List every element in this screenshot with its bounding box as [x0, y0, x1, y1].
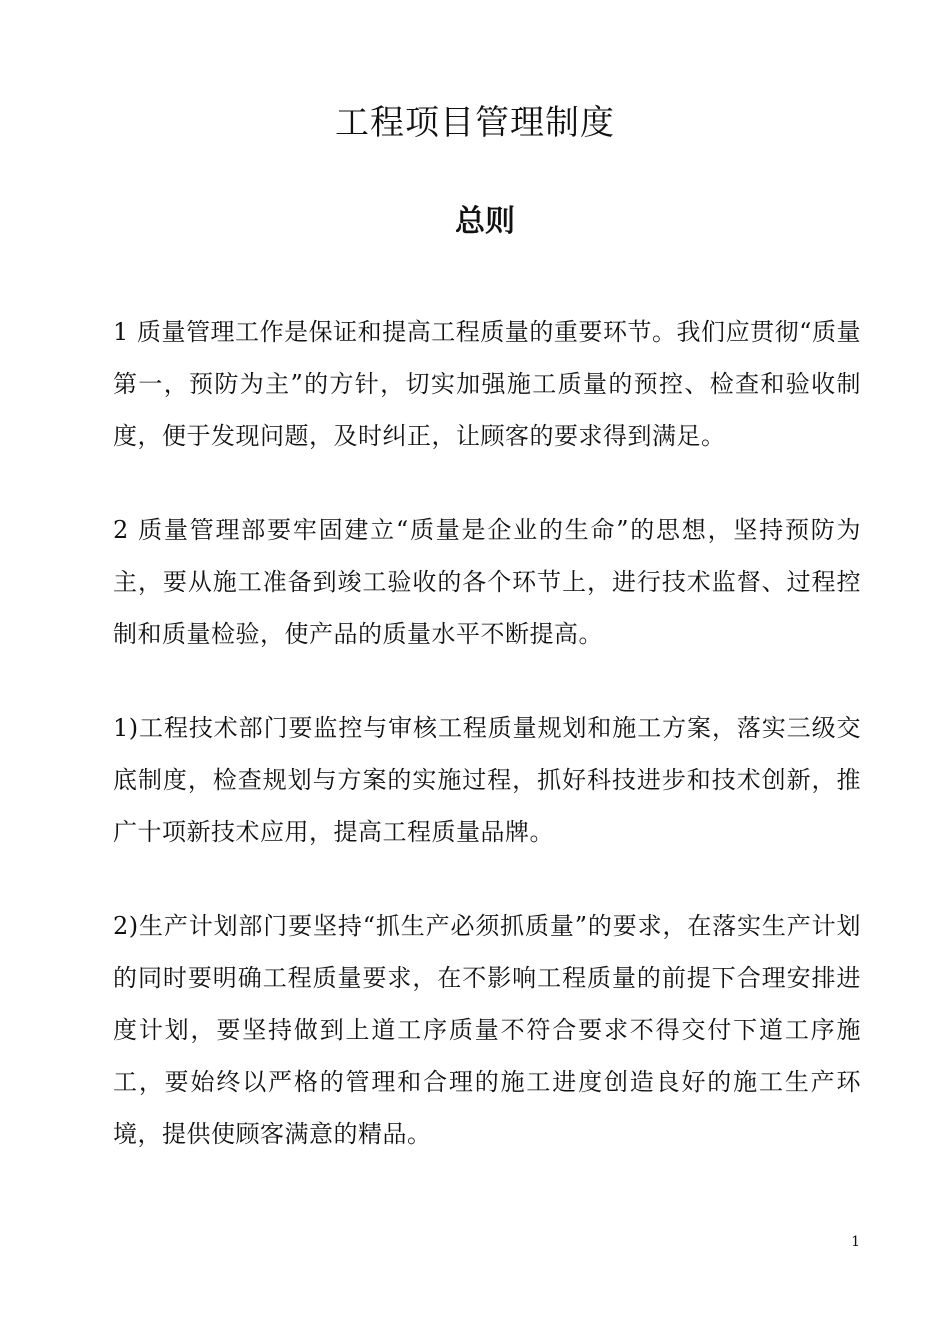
- paragraph-3: 1)工程技术部门要监控与审核工程质量规划和施工方案，落实三级交底制度，检查规划与方案的实施过程，抓好科技进步和技术创新，推广十项新技术应用，提高工程质量品牌。: [113, 714, 861, 846]
- section-heading: 总则: [455, 204, 515, 239]
- page-number: 1: [851, 1234, 860, 1250]
- paragraph-2: 2 质量管理部要牢固建立“质量是企业的生命”的思想，坚持预防为主，要从施工准备到竣工验收的各个环节上，进行技术监督、过程控制和质量检验，使产品的质量水平不断提高。: [113, 516, 861, 648]
- paragraph-1: 1 质量管理工作是保证和提高工程质量的重要环节。我们应贯彻“质量第一，预防为主”的方针，切实加强施工质量的预控、检查和验收制度，便于发现问题，及时纠正，让顾客的要求得到满足。: [113, 318, 861, 450]
- paragraph-4: 2)生产计划部门要坚持“抓生产必须抓质量”的要求，在落实生产计划的同时要明确工程质量要求，在不影响工程质量的前提下合理安排进度计划，要坚持做到上道工序质量不符合要求不得交付下道工序施工，要始终以严格的管理和合理的施工进度创造良好的施工生产环境，提供使顾客满意的精品。: [113, 912, 861, 1148]
- document-title: 工程项目管理制度: [335, 103, 615, 143]
